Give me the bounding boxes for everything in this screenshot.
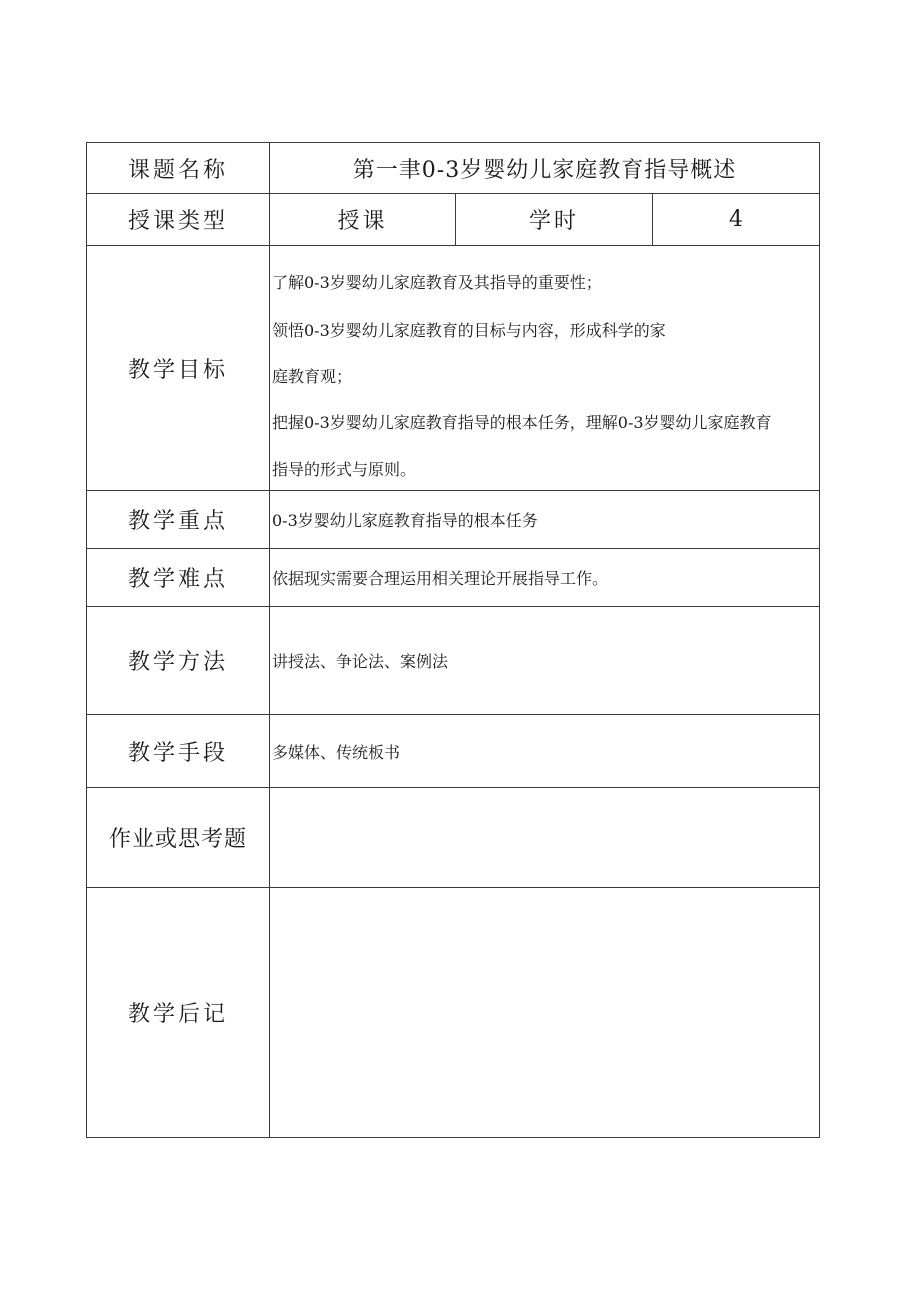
objective-line: 庭教育观； bbox=[272, 367, 353, 386]
means-label: 教学手段 bbox=[87, 715, 270, 788]
hours-value: 4 bbox=[653, 194, 820, 246]
objectives-label: 教学目标 bbox=[87, 246, 270, 491]
difficulties-value: 依据现实需要合理运用相关理论开展指导工作。 bbox=[270, 549, 820, 607]
lesson-type-label: 授课类型 bbox=[87, 194, 270, 246]
lesson-type-value: 授课 bbox=[270, 194, 456, 246]
key-points-value: 0-3岁婴幼儿家庭教育指导的根本任务 bbox=[270, 491, 820, 549]
objective-line: 领悟0-3岁婴幼儿家庭教育的目标与内容，形成科学的家 bbox=[272, 321, 666, 340]
key-points-row bbox=[87, 491, 820, 549]
homework-label: 作业或思考题 bbox=[87, 788, 270, 888]
homework-value bbox=[270, 788, 820, 888]
objective-line: 指导的形式与原则。 bbox=[272, 460, 417, 479]
key-points-label: 教学重点 bbox=[87, 491, 270, 549]
course-title-row bbox=[87, 143, 820, 194]
difficulties-label: 教学难点 bbox=[87, 549, 270, 607]
course-title-label: 课题名称 bbox=[87, 143, 270, 194]
objectives-content bbox=[270, 246, 820, 491]
hours-label: 学时 bbox=[456, 194, 653, 246]
homework-row bbox=[87, 788, 820, 888]
reflection-row bbox=[87, 888, 820, 1138]
course-title-value: 第一聿0-3岁婴幼儿家庭教育指导概述 bbox=[270, 143, 820, 194]
reflection-label: 教学后记 bbox=[87, 888, 270, 1138]
lesson-type-row bbox=[87, 194, 820, 246]
reflection-value bbox=[270, 888, 820, 1138]
objective-line: 了解0-3岁婴幼儿家庭教育及其指导的重要性； bbox=[272, 273, 602, 292]
means-value: 多媒体、传统板书 bbox=[270, 715, 820, 788]
lesson-plan-table bbox=[86, 142, 820, 1138]
methods-label: 教学方法 bbox=[87, 607, 270, 715]
objectives-row bbox=[87, 246, 820, 491]
methods-row bbox=[87, 607, 820, 715]
means-row bbox=[87, 715, 820, 788]
objective-line: 把握0-3岁婴幼儿家庭教育指导的根本任务，理解0-3岁婴幼儿家庭教育 bbox=[272, 413, 772, 432]
difficulties-row bbox=[87, 549, 820, 607]
methods-value: 讲授法、争论法、案例法 bbox=[270, 607, 820, 715]
